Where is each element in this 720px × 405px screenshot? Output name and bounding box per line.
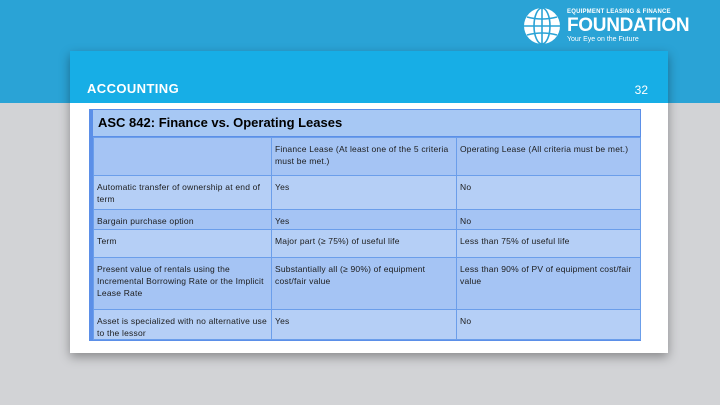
row-operating: No xyxy=(457,310,641,340)
row-criterion: Term xyxy=(94,230,272,258)
row-finance: Yes xyxy=(272,210,457,230)
row-finance: Major part (≥ 75%) of useful life xyxy=(272,230,457,258)
section-title: ACCOUNTING xyxy=(87,81,180,96)
slide-header xyxy=(70,51,668,103)
foundation-logo xyxy=(523,5,713,47)
page-number: 32 xyxy=(634,83,648,97)
row-operating: Less than 90% of PV of equipment cost/fair value xyxy=(457,258,641,310)
brand-name: FOUNDATION xyxy=(567,15,690,36)
slide-card xyxy=(70,51,668,353)
table-title: ASC 842: Finance vs. Operating Leases xyxy=(93,110,640,136)
header-finance: Finance Lease (At least one of the 5 criteria must be met.) xyxy=(272,138,457,176)
table-header-row xyxy=(94,138,641,176)
globe-icon xyxy=(523,7,561,45)
row-finance: Substantially all (≥ 90%) of equipment cost/fair value xyxy=(272,258,457,310)
lease-table xyxy=(93,137,641,340)
header-criterion xyxy=(94,138,272,176)
header-operating: Operating Lease (All criteria must be met.) xyxy=(457,138,641,176)
row-criterion: Present value of rentals using the Incremental Borrowing Rate or the Implicit Lease Rate xyxy=(94,258,272,310)
table-row xyxy=(94,210,641,230)
comparison-table xyxy=(89,109,641,341)
row-operating: No xyxy=(457,176,641,210)
row-criterion: Bargain purchase option xyxy=(94,210,272,230)
brand-line1: EQUIPMENT LEASING & FINANCE xyxy=(567,9,671,15)
table-row xyxy=(94,258,641,310)
row-finance: Yes xyxy=(272,310,457,340)
row-operating: Less than 75% of useful life xyxy=(457,230,641,258)
table-row xyxy=(94,176,641,210)
row-operating: No xyxy=(457,210,641,230)
brand-tagline: Your Eye on the Future xyxy=(567,36,639,43)
table-row xyxy=(94,310,641,340)
row-criterion: Automatic transfer of ownership at end of term xyxy=(94,176,272,210)
row-criterion: Asset is specialized with no alternative use to the lessor xyxy=(94,310,272,340)
row-finance: Yes xyxy=(272,176,457,210)
table-row xyxy=(94,230,641,258)
